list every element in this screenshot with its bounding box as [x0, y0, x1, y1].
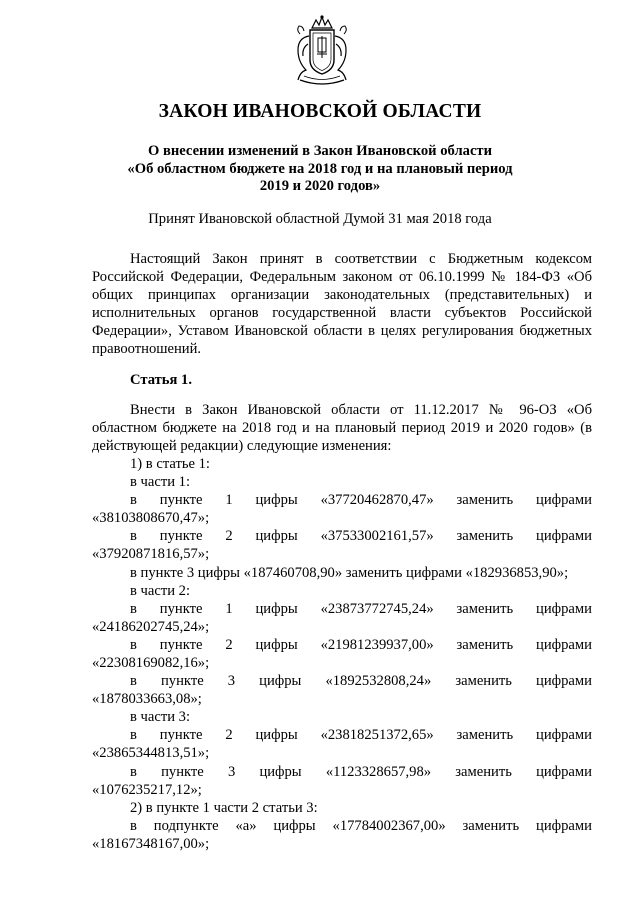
clause-word: цифры [273, 817, 316, 834]
clause-word: в [130, 673, 137, 690]
clause-line: в пункте 3 цифры «187460708,90» заменить цифрами «182936853,90»; [130, 564, 569, 581]
clause-word: цифры [255, 636, 298, 653]
clause-word: цифры [259, 763, 302, 780]
clause-word: заменить [456, 727, 514, 744]
clause-word: пункте [159, 727, 203, 744]
clause-word: в [130, 600, 137, 617]
clause-word: заменить [462, 817, 520, 834]
clause-continuation: «22308169082,16»; [92, 654, 210, 671]
clause-word: «37533002161,57» [320, 528, 434, 545]
clause-word: заменить [456, 600, 514, 617]
clause-word: «23818251372,65» [320, 727, 434, 744]
clause-continuation: «1076235217,12»; [92, 781, 202, 798]
clause-word: цифры [255, 727, 298, 744]
clause-word: в [130, 763, 137, 780]
clause-line [92, 672, 592, 690]
clause-word: заменить [456, 528, 514, 545]
clause-line [92, 600, 592, 618]
clause-word: заменить [455, 673, 512, 690]
clause-word: цифрами [536, 636, 592, 653]
clause-word: 1 [225, 600, 233, 617]
clause-word: пункте [159, 636, 203, 653]
document-body [92, 250, 592, 853]
clause-word: цифрами [536, 528, 592, 545]
clause-word: цифры [255, 492, 298, 509]
clause-word: пункте [159, 600, 203, 617]
clause-line [92, 491, 592, 509]
clause-continuation: «24186202745,24»; [92, 618, 210, 635]
clause-word: цифрами [536, 600, 592, 617]
clause-word: «17784002367,00» [332, 817, 446, 834]
clause-line [92, 763, 592, 781]
item-line: 2) в пункте 1 части 2 статьи 3: [130, 799, 318, 816]
clause-word: цифры [259, 673, 302, 690]
clause-word: 2 [225, 636, 233, 653]
clause-word: «37720462870,47» [320, 492, 434, 509]
clause-continuation: «18167348167,00»; [92, 835, 210, 852]
clause-word: цифрами [536, 673, 592, 690]
clause-word: цифрами [536, 763, 592, 780]
document-subtitle [120, 143, 520, 196]
clause-word: заменить [455, 763, 512, 780]
article-heading: Статья 1. [130, 371, 192, 388]
preamble-paragraph: Настоящий Закон принят в соответствии с Бюджетным кодексом Российской Федерации, Федеральным законом от 06.10.1999 № 184-ФЗ «Об общих принципах организации законодательных (представительных) и исполнительных органов государственной власти субъектов Российской Федерации», Уставом Ивановской области в целях регулирования бюджетных правоотношений. [92, 251, 592, 358]
clause-word: цифрами [536, 817, 592, 834]
clause-word: подпункте [153, 817, 219, 834]
coat-of-arms-emblem [290, 14, 354, 88]
subtitle-line: «Об областном бюджете на 2018 год и на плановый период [127, 160, 513, 177]
clause-word: «23873772745,24» [320, 600, 434, 617]
clause-word: «1123328657,98» [325, 763, 432, 780]
clause-word: 2 [225, 727, 233, 744]
clause-word: цифрами [536, 492, 592, 509]
clause-word: «а» [235, 817, 257, 834]
article-intro: Внести в Закон Ивановской области от 11.12.2017 № 96-ОЗ «Об областном бюджете на 2018 год и на плановый период 2019 и 2020 годов» (в действующей редакции) следующие изменения: [92, 401, 592, 454]
clause-continuation: «23865344813,51»; [92, 745, 210, 762]
item-line: в части 3: [130, 709, 191, 726]
clause-word: «21981239937,00» [320, 636, 434, 653]
clause-word: пункте [161, 763, 204, 780]
clause-word: «1892532808,24» [325, 673, 432, 690]
clause-word: цифрами [536, 727, 592, 744]
clause-line [92, 527, 592, 545]
clause-continuation: «37920871816,57»; [92, 546, 210, 563]
clause-word: пункте [159, 492, 203, 509]
item-line: 1) в статье 1: [130, 455, 210, 472]
clause-word: цифры [255, 528, 298, 545]
clause-word: цифры [255, 600, 298, 617]
clause-line [92, 636, 592, 654]
clause-line [92, 726, 592, 744]
clause-word: 2 [225, 528, 233, 545]
clause-continuation: «1878033663,08»; [92, 691, 202, 708]
clause-word: в [130, 528, 137, 545]
subtitle-line: 2019 и 2020 годов» [259, 178, 381, 194]
clause-word: в [130, 636, 137, 653]
item-line: в части 2: [130, 582, 191, 599]
clause-word: 1 [225, 492, 233, 509]
clause-word: заменить [456, 636, 514, 653]
clause-word: 3 [227, 673, 236, 690]
adoption-note: Принят Ивановской областной Думой 31 мая 2018 года [148, 211, 492, 227]
clause-line [92, 817, 592, 835]
clause-word: заменить [456, 492, 514, 509]
subtitle-line: О внесении изменений в Закон Ивановской области [147, 143, 493, 159]
clause-continuation: «38103808670,47»; [92, 510, 210, 527]
clause-word: в [130, 817, 137, 834]
clause-word: в [130, 727, 137, 744]
clause-word: пункте [159, 528, 203, 545]
clause-word: пункте [161, 673, 204, 690]
item-line: в части 1: [130, 474, 191, 491]
document-title: ЗАКОН ИВАНОВСКОЙ ОБЛАСТИ [158, 101, 482, 122]
clause-word: в [130, 492, 137, 509]
clause-word: 3 [227, 763, 236, 780]
